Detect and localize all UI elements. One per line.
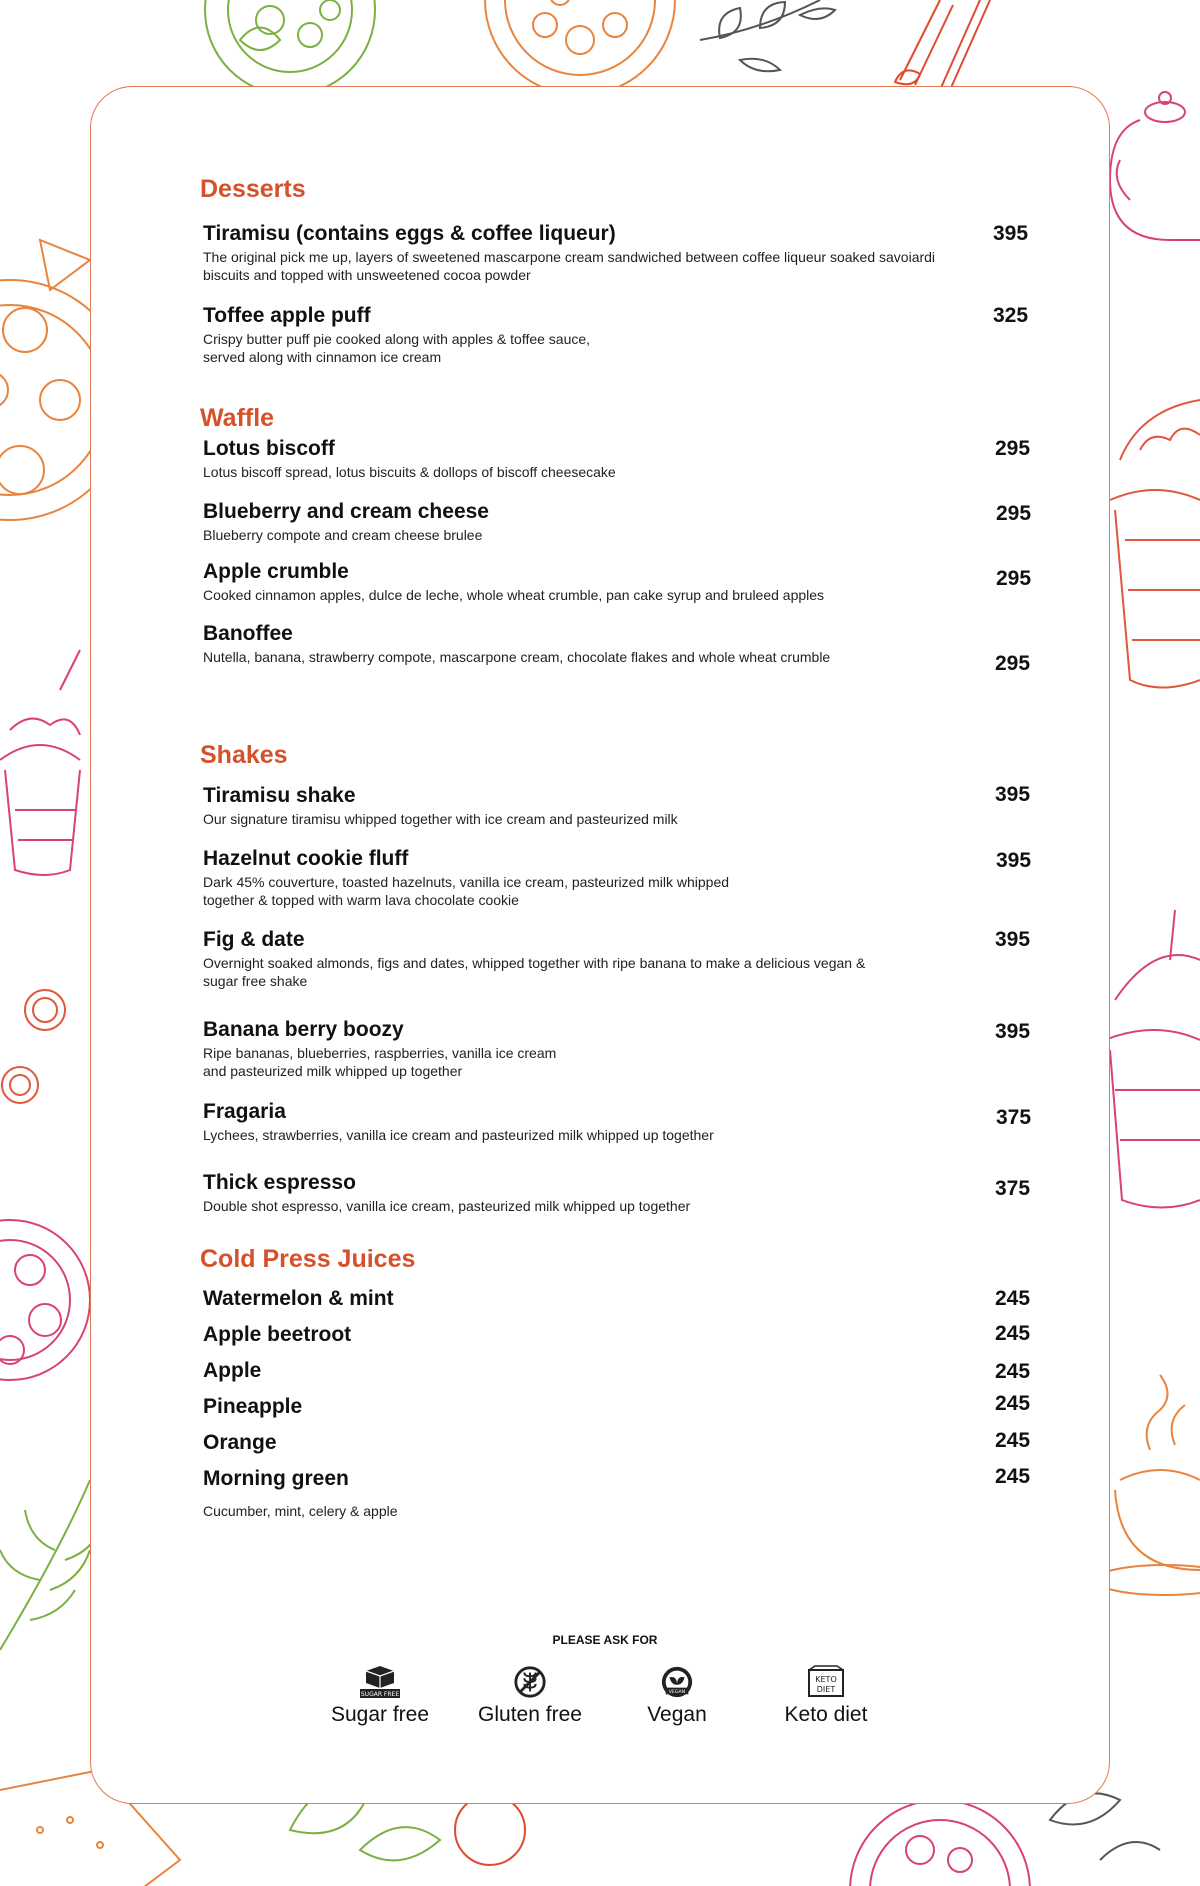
item-price: 295 bbox=[995, 652, 1031, 675]
item-price: 295 bbox=[996, 502, 1032, 525]
item-description: Ripe bananas, blueberries, raspberries, vanilla ice cream and pasteurized milk whipped up together bbox=[203, 1045, 557, 1079]
juice-name: Orange bbox=[203, 1431, 277, 1454]
item-name: Apple crumble bbox=[203, 560, 349, 583]
item-price: 295 bbox=[995, 437, 1031, 460]
item-description: Cooked cinnamon apples, dulce de leche, whole wheat crumble, pan cake syrup and bruleed apples bbox=[203, 587, 825, 603]
juice-price: 245 bbox=[995, 1392, 1031, 1415]
juice-name: Pineapple bbox=[203, 1395, 303, 1418]
menu-item bbox=[203, 621, 1033, 666]
menu-item bbox=[203, 1170, 1033, 1215]
diet-label: Vegan bbox=[647, 1703, 707, 1726]
juice-name: Morning green bbox=[203, 1467, 349, 1490]
juice-name: Watermelon & mint bbox=[203, 1287, 394, 1310]
menu-item bbox=[203, 1017, 1033, 1080]
item-price: 395 bbox=[996, 849, 1032, 872]
menu-item bbox=[203, 1099, 1033, 1144]
item-price: 375 bbox=[996, 1106, 1032, 1129]
item-price: 395 bbox=[995, 783, 1031, 806]
keto-badge-line2: DIET bbox=[816, 1685, 836, 1694]
juice-price: 245 bbox=[995, 1429, 1031, 1452]
juice-description: Cucumber, mint, celery & apple bbox=[203, 1503, 398, 1519]
diet-label: Sugar free bbox=[330, 1703, 430, 1726]
item-name: Toffee apple puff bbox=[203, 304, 371, 327]
item-name: Fragaria bbox=[203, 1100, 286, 1123]
keto-icon bbox=[806, 1665, 846, 1699]
item-name: Tiramisu (contains eggs & coffee liqueur) bbox=[203, 222, 616, 245]
item-price: 395 bbox=[993, 222, 1029, 245]
section-title: Shakes bbox=[200, 741, 288, 769]
item-description: Double shot espresso, vanilla ice cream, pasteurized milk whipped up together bbox=[203, 1198, 691, 1214]
gluten-free-icon bbox=[512, 1665, 548, 1699]
item-name: Lotus biscoff bbox=[203, 437, 335, 460]
juice-price: 245 bbox=[995, 1360, 1031, 1383]
item-price: 325 bbox=[993, 304, 1029, 327]
item-name: Hazelnut cookie fluff bbox=[203, 847, 409, 870]
vegan-icon bbox=[659, 1665, 695, 1699]
menu-item bbox=[203, 303, 1033, 366]
item-name: Thick espresso bbox=[203, 1171, 356, 1194]
item-price: 295 bbox=[996, 567, 1032, 590]
juice-name: Apple beetroot bbox=[203, 1323, 352, 1346]
item-name: Banana berry boozy bbox=[203, 1018, 404, 1041]
item-description: The original pick me up, layers of sweetened mascarpone cream sandwiched between coffee liqueur soaked savoiardi biscuits and topped with unsweetened cocoa powder bbox=[203, 249, 936, 283]
please-ask-for-heading: PLEASE ASK FOR bbox=[552, 1633, 658, 1647]
item-name: Blueberry and cream cheese bbox=[203, 500, 489, 523]
juice-price: 245 bbox=[995, 1465, 1031, 1488]
keto-badge-line1: KETO bbox=[815, 1675, 837, 1684]
item-name: Fig & date bbox=[203, 928, 305, 951]
menu-item bbox=[203, 499, 1033, 544]
item-description: Lotus biscoff spread, lotus biscuits & dollops of biscoff cheesecake bbox=[203, 464, 616, 480]
item-name: Banoffee bbox=[203, 622, 293, 645]
item-description: Our signature tiramisu whipped together with ice cream and pasteurized milk bbox=[203, 811, 678, 827]
section-title: Desserts bbox=[200, 175, 306, 203]
menu-item bbox=[203, 846, 1033, 909]
menu-item bbox=[203, 221, 1033, 284]
diet-label: Keto diet bbox=[784, 1703, 868, 1726]
section-title: Cold Press Juices bbox=[200, 1245, 416, 1273]
menu-item bbox=[203, 927, 1033, 990]
item-name: Tiramisu shake bbox=[203, 784, 356, 807]
item-price: 395 bbox=[995, 928, 1031, 951]
item-description: Crispy butter puff pie cooked along with apples & toffee sauce, served along with cinnamon ice cream bbox=[203, 331, 591, 365]
item-description: Dark 45% couverture, toasted hazelnuts, vanilla ice cream, pasteurized milk whipped together & topped with warm lava chocolate cookie bbox=[203, 874, 730, 908]
item-description: Blueberry compote and cream cheese brulee bbox=[203, 527, 483, 543]
item-price: 395 bbox=[995, 1020, 1031, 1043]
item-description: Overnight soaked almonds, figs and dates, whipped together with ripe banana to make a delicious vegan & sugar free shake bbox=[203, 955, 866, 989]
juice-name: Apple bbox=[203, 1359, 262, 1382]
juice-price: 245 bbox=[995, 1287, 1031, 1310]
diet-label: Gluten free bbox=[478, 1703, 582, 1726]
diet-option-vegan bbox=[607, 1665, 747, 1727]
vegan-badge-text: VEGAN bbox=[668, 1689, 686, 1695]
diet-option-keto-diet bbox=[756, 1665, 896, 1727]
diet-option-gluten-free bbox=[460, 1665, 600, 1727]
section-title: Waffle bbox=[200, 404, 275, 432]
juice-price: 245 bbox=[995, 1322, 1031, 1345]
sugar-free-icon bbox=[358, 1665, 402, 1699]
item-price: 375 bbox=[995, 1177, 1031, 1200]
item-description: Lychees, strawberries, vanilla ice cream and pasteurized milk whipped up together bbox=[203, 1127, 714, 1143]
menu-item bbox=[203, 559, 1033, 604]
menu-item bbox=[203, 436, 1033, 481]
menu-item bbox=[203, 783, 1033, 828]
sugar-free-badge-text: SUGAR FREE bbox=[360, 1691, 400, 1698]
diet-option-sugar-free bbox=[310, 1665, 450, 1727]
item-description: Nutella, banana, strawberry compote, mascarpone cream, chocolate flakes and whole wheat crumble bbox=[203, 649, 831, 665]
